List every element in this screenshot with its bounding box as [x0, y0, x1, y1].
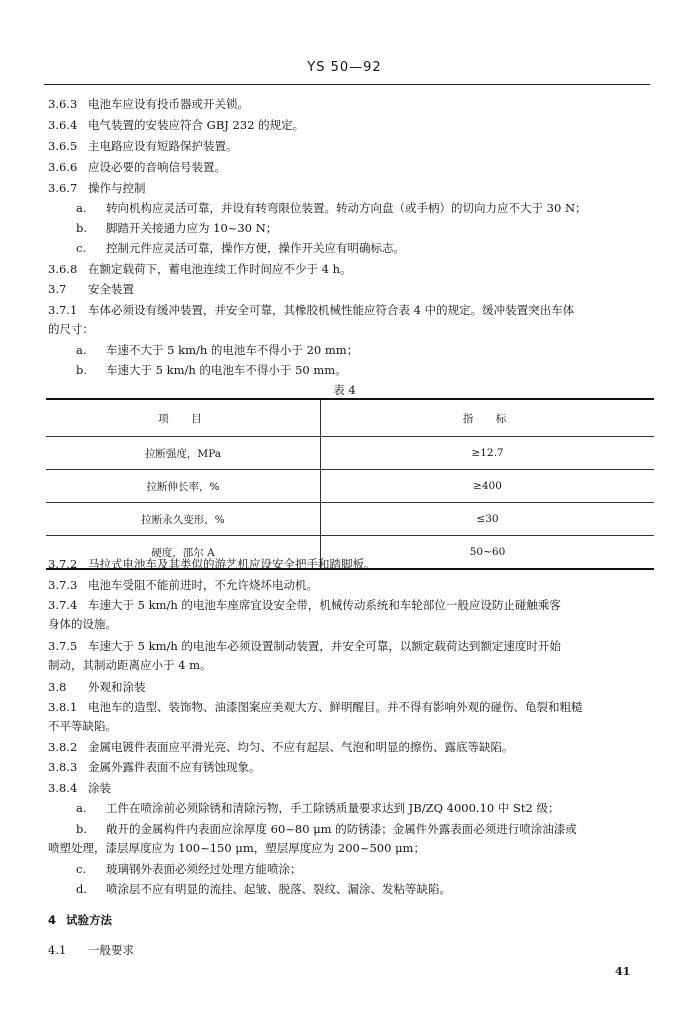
clause-text: 车速大于 5 km/h 的电池车必须设置制动装置，并安全可靠，以额定载荷达到额定速度时开始	[88, 639, 561, 653]
item-label: c.	[76, 862, 87, 876]
table-row	[46, 470, 654, 503]
item-label: b.	[76, 221, 88, 235]
list-item	[48, 221, 653, 235]
item-label: b.	[76, 822, 88, 836]
clause-text: 主电路应设有短路保护装置。	[88, 139, 238, 153]
header-rule	[44, 84, 650, 85]
clause-3-7-5	[48, 639, 653, 653]
clause-3-7	[48, 282, 653, 296]
item-text: 敞开的金属构件内表面应涂厚度 60~80 μm 的防锈漆；金属件外露表面必须进行喷涂油漆或	[106, 822, 577, 836]
clause-text: 车体必须设有缓冲装置，并安全可靠，其橡胶机械性能应符合表 4 中的规定。缓冲装置突出车体	[88, 303, 575, 317]
clause-3-6-7	[48, 181, 653, 195]
clause-text: 金属电镀件表面应平滑光亮、均匀、不应有起层、气泡和明显的擦伤、露底等缺陷。	[88, 740, 514, 754]
item-text: 喷涂层不应有明显的流挂、起皱、脱落、裂纹、漏涂、发粘等缺陷。	[106, 882, 451, 896]
clause-3-8-2	[48, 740, 653, 754]
item-label: a.	[76, 201, 87, 215]
item-text: 控制元件应灵活可靠，操作方便，操作开关应有明确标志。	[106, 241, 405, 255]
clause-3-8	[48, 680, 653, 694]
item-label: a.	[76, 343, 87, 357]
clause-number: 3.6.4	[48, 118, 78, 132]
clause-number: 3.8.3	[48, 760, 78, 774]
clause-3-6-6	[48, 160, 653, 174]
item-text: 脚踏开关接通力应为 10~30 N；	[106, 221, 278, 235]
item-text: 转向机构应灵活可靠，并设有转弯限位装置。转动方向盘（或手柄）的切向力应不大于 30 N；	[106, 201, 587, 215]
table-cell: 拉断永久变形，%	[46, 503, 321, 536]
clause-text: 涂装	[88, 781, 111, 795]
page-number: 41	[615, 965, 631, 978]
section-title: 试验方法	[66, 913, 112, 927]
clause-4-1	[48, 943, 653, 957]
clause-number: 3.6.7	[48, 181, 78, 195]
item-text: 车速不大于 5 km/h 的电池车不得小于 20 mm；	[106, 343, 359, 357]
item-label: c.	[76, 241, 87, 255]
clause-3-7-4	[48, 598, 653, 612]
clause-number: 3.7.4	[48, 598, 78, 612]
clause-text: 电池车应设有投币器或开关锁。	[88, 97, 249, 111]
list-item	[48, 363, 653, 377]
clause-text: 车速大于 5 km/h 的电池车座席宜设安全带，机械传动系统和车轮部位一般应设防止碰触乘客	[88, 598, 561, 612]
clause-number: 3.8.1	[48, 700, 78, 714]
clause-number: 4.1	[48, 943, 67, 957]
clause-text: 安全装置	[88, 282, 134, 296]
clause-3-8-4	[48, 781, 653, 795]
table-cell: ≥400	[321, 470, 655, 503]
clause-text: 外观和涂装	[88, 680, 146, 694]
clause-number: 3.8.2	[48, 740, 78, 754]
clause-3-8-1	[48, 700, 653, 714]
item-label: d.	[76, 882, 88, 896]
section-4-heading	[48, 913, 653, 927]
clause-3-6-5	[48, 139, 653, 153]
table-header-row	[46, 399, 654, 437]
clause-number: 3.6.5	[48, 139, 78, 153]
clause-3-6-8	[48, 262, 653, 276]
clause-text: 金属外露件表面不应有锈蚀现象。	[88, 760, 261, 774]
list-item-continued: 喷塑处理，漆层厚度应为 100~150 μm，塑层厚度应为 200~500 μm；	[48, 841, 425, 855]
list-item	[48, 822, 653, 836]
table-cell: 拉断伸长率，%	[46, 470, 321, 503]
item-text: 工件在喷涂前必须除锈和清除污物，手工除锈质量要求达到 JB/ZQ 4000.10 中 St2 级；	[106, 801, 560, 815]
clause-3-7-1	[48, 303, 653, 317]
clause-number: 3.7.1	[48, 303, 78, 317]
list-item	[48, 801, 653, 815]
clause-number: 3.7.2	[48, 557, 78, 571]
clause-number: 3.7	[48, 282, 67, 296]
clause-number: 3.7.3	[48, 578, 78, 592]
clause-3-7-2	[48, 557, 653, 571]
table-cell: 拉断强度，MPa	[46, 437, 321, 470]
list-item	[48, 343, 653, 357]
list-item	[48, 882, 653, 896]
clause-text: 在额定载荷下，蓄电池连续工作时间应不少于 4 h。	[88, 262, 352, 276]
clause-text: 应设必要的音响信号装置。	[88, 160, 226, 174]
section-number: 4	[48, 913, 57, 927]
table-row	[46, 503, 654, 536]
column-header-item: 项 目	[46, 399, 321, 437]
clause-text: 电气装置的安装应符合 GBJ 232 的规定。	[88, 118, 305, 132]
clause-3-8-3	[48, 760, 653, 774]
clause-text: 电池车受阻不能前进时，不允许烧坏电动机。	[88, 578, 318, 592]
clause-3-7-1-continued: 的尺寸：	[48, 322, 94, 336]
list-item	[48, 241, 653, 255]
clause-number: 3.6.3	[48, 97, 78, 111]
item-label: a.	[76, 801, 87, 815]
column-header-indicator: 指 标	[321, 399, 655, 437]
table-cell: ≥12.7	[321, 437, 655, 470]
clause-3-6-3	[48, 97, 653, 111]
clause-number: 3.7.5	[48, 639, 78, 653]
clause-number: 3.6.6	[48, 160, 78, 174]
table-caption: 表 4	[333, 383, 356, 397]
item-label: b.	[76, 363, 88, 377]
item-text: 玻璃钢外表面必须经过处理方能喷涂；	[106, 862, 302, 876]
clause-number: 3.8	[48, 680, 67, 694]
clause-3-8-1-continued: 不平等缺陷。	[48, 719, 117, 733]
clause-number: 3.8.4	[48, 781, 78, 795]
document-header: YS 50—92	[307, 60, 382, 75]
list-item	[48, 201, 653, 215]
clause-text: 一般要求	[88, 943, 134, 957]
table-cell: 硬度，邵尔 A	[46, 536, 321, 570]
table-cell: 50~60	[321, 536, 655, 570]
table-4	[46, 398, 654, 570]
clause-text: 操作与控制	[88, 181, 146, 195]
table-cell: ≤30	[321, 503, 655, 536]
clause-number: 3.6.8	[48, 262, 78, 276]
table-row	[46, 437, 654, 470]
clause-3-7-5-continued: 制动，其制动距离应小于 4 m。	[48, 658, 212, 672]
clause-3-6-4	[48, 118, 653, 132]
list-item	[48, 862, 653, 876]
clause-text: 电池车的造型、装饰物、油漆图案应美观大方、鲜明醒目。并不得有影响外观的碰伤、龟裂和粗糙	[88, 700, 583, 714]
clause-3-7-4-continued: 身体的设施。	[48, 617, 117, 631]
item-text: 车速大于 5 km/h 的电池车不得小于 50 mm。	[106, 363, 347, 377]
clause-text: 马拉式电池车及其类似的游艺机应设安全把手和踏脚板。	[88, 557, 376, 571]
clause-3-7-3	[48, 578, 653, 592]
